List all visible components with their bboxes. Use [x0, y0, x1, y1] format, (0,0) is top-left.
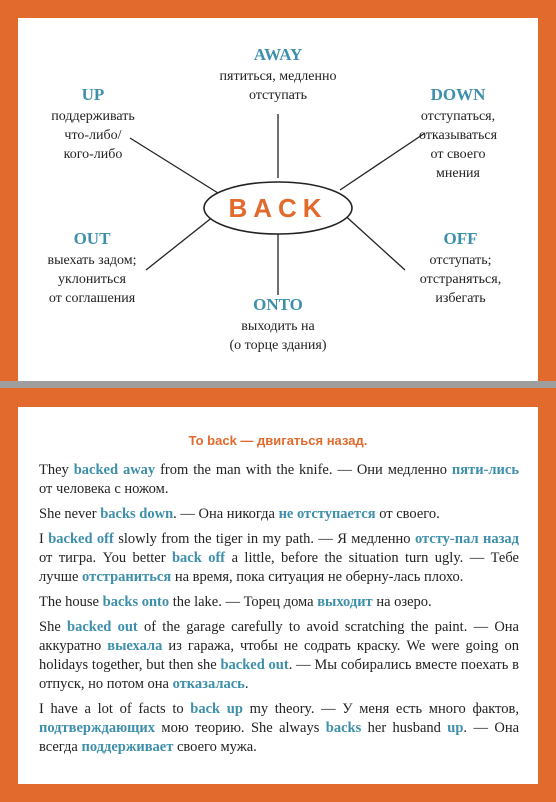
highlighted-phrase: back up: [190, 701, 243, 717]
center-word: BACK: [228, 193, 328, 223]
example-text: из гаража, чтобы не содрать краску. We were going on holidays together, but then she: [39, 638, 519, 673]
example-text: the lake. — Торец дома: [169, 594, 318, 610]
node-off-key: OFF: [443, 229, 478, 248]
node-up-line: кого-либо: [63, 147, 123, 162]
example-text: мою теорию. She always: [155, 720, 326, 736]
highlighted-phrase: отказалась: [172, 676, 245, 692]
node-out-line: от соглашения: [48, 291, 136, 306]
node-out: [22, 228, 162, 308]
example-text: from the man with the knife. — Они медленно: [155, 462, 452, 478]
node-up-line: что-либо/: [64, 128, 122, 143]
highlighted-phrase: backs onto: [102, 594, 170, 610]
example-text: от человека с ножом.: [39, 481, 169, 497]
highlighted-phrase: back off: [171, 550, 226, 566]
node-off: [388, 228, 533, 308]
node-down-line: мнения: [436, 166, 480, 181]
node-off-line: отступать;: [429, 253, 492, 268]
example-text: They: [39, 462, 74, 478]
highlighted-phrase: отсту-пал назад: [414, 531, 520, 547]
highlighted-phrase: backs down: [100, 506, 174, 522]
example-text: She: [39, 619, 67, 635]
example-text: .: [244, 676, 249, 692]
node-down-key: DOWN: [430, 85, 486, 104]
highlighted-phrase: up: [447, 720, 464, 736]
node-out-line: уклониться: [58, 272, 126, 287]
diagram-card: [18, 18, 538, 381]
node-down: [388, 84, 528, 183]
node-onto-line: (о торце здания): [229, 338, 327, 353]
highlighted-phrase: выходит: [317, 594, 373, 610]
highlighted-phrase: backed out: [67, 619, 138, 635]
node-out-key: OUT: [73, 229, 111, 248]
highlighted-phrase: пяти-лись: [451, 462, 519, 478]
highlighted-phrase: backed off: [48, 531, 114, 547]
example-paragraph: [39, 700, 519, 757]
examples-list: [39, 461, 519, 763]
node-up-line: поддерживать: [51, 109, 135, 124]
node-out-line: выехать задом;: [47, 253, 137, 268]
node-off-line: избегать: [435, 291, 486, 306]
example-text: от тигра. You better: [39, 550, 172, 566]
example-text: своего мужа.: [173, 739, 257, 755]
node-onto-key: ONTO: [253, 295, 303, 314]
example-text: She never: [39, 506, 101, 522]
example-text: на озеро.: [372, 594, 432, 610]
node-down-line: от своего: [430, 147, 486, 162]
examples-card: [18, 407, 538, 784]
example-text: I have a lot of facts to: [39, 701, 191, 717]
node-away-key: AWAY: [253, 45, 303, 64]
example-text: her husband: [361, 720, 448, 736]
node-down-line: отступаться,: [420, 109, 496, 124]
highlighted-phrase: backed out: [220, 657, 289, 673]
node-up-key: UP: [81, 85, 105, 104]
highlighted-phrase: отстраниться: [82, 569, 172, 585]
highlighted-phrase: подтверждающих: [39, 720, 155, 736]
example-paragraph: [39, 505, 519, 524]
example-text: a little, before the situation turn ugly. — Тебе лучше: [39, 550, 519, 585]
highlighted-phrase: выехала: [107, 638, 163, 654]
example-text: I: [39, 531, 49, 547]
example-text: The house: [39, 594, 103, 610]
node-onto: [200, 294, 356, 355]
highlighted-phrase: backs: [325, 720, 362, 736]
example-text: . — Мы собирались вместе поехать в отпуск, но потом она: [39, 657, 519, 692]
node-away-line: отступать: [248, 88, 308, 103]
example-paragraph: [39, 461, 519, 499]
node-off-line: отстраняться,: [419, 272, 502, 287]
node-up: [28, 84, 158, 164]
card-divider: [0, 388, 556, 407]
example-text: . — Она никогда: [173, 506, 279, 522]
example-paragraph: [39, 618, 519, 694]
example-paragraph: [39, 593, 519, 612]
highlighted-phrase: не отступается: [278, 506, 376, 522]
node-down-line: отказываться: [418, 128, 498, 143]
node-away-line: пятиться, медленно: [219, 69, 337, 84]
node-onto-line: выходить на: [241, 319, 315, 334]
example-paragraph: [39, 530, 519, 587]
example-text: на время, пока ситуация не оберну-лась плохо.: [171, 569, 464, 585]
example-text: от своего.: [375, 506, 440, 522]
example-text: of the garage carefully to avoid scratching the paint. — Она аккуратно: [39, 619, 519, 654]
highlighted-phrase: поддерживает: [81, 739, 174, 755]
example-text: my theory. — У меня есть много фактов,: [242, 701, 519, 717]
highlighted-phrase: backed away: [73, 462, 156, 478]
rule-title: To back — двигаться назад.: [188, 433, 368, 448]
example-text: slowly from the tiger in my path. — Я медленно: [113, 531, 415, 547]
example-text: . — Она всегда: [39, 720, 520, 755]
node-away: [190, 44, 366, 105]
